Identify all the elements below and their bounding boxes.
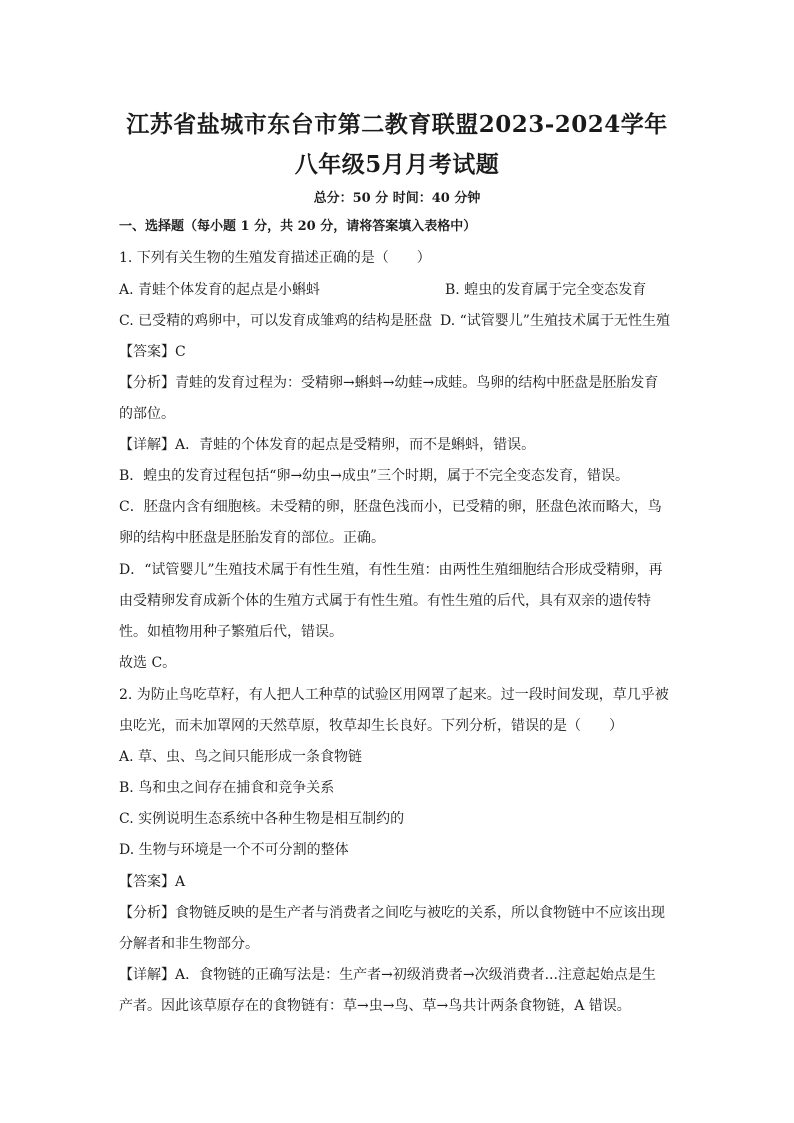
q2-stem-cont: 虫吃光，而未加罩网的天然草原，牧草却生长良好。下列分析，错误的是（ ） [119,718,623,734]
score-time: 总分：50 分 时间：40 分钟 [313,191,481,206]
q1-option-c: C. 已受精的鸡卵中，可以发育成雏鸡的结构是胚盘 [119,313,433,329]
q1-detail: D．“试管婴儿”生殖技术属于有性生殖，有性生殖：由两性生殖细胞结合形成受精卵，再 [119,562,663,578]
q2-detail: 产者。因此该草原存在的食物链有：草→虫→鸟、草→鸟共计两条食物链，A 错误。 [119,998,631,1014]
q2-answer: 【答案】A [119,874,186,890]
q1-detail: 卵的结构中胚盘是胚胎发育的部位。正确。 [119,530,385,546]
q2-analysis: 【分析】食物链反映的是生产者与消费者之间吃与被吃的关系，所以食物链中不应该出现 [119,905,665,921]
q2-analysis-cont: 分解者和非生物部分。 [119,936,259,952]
q2-option-b: B. 鸟和虫之间存在捕食和竞争关系 [119,780,335,796]
q1-stem: 1. 下列有关生物的生殖发育描述正确的是（ ） [119,250,431,266]
q2-stem: 2. 为防止鸟吃草籽，有人把人工种草的试验区用网罩了起来。过一段时间发现，草几乎被 [119,687,669,703]
q1-conclusion: 故选 C。 [119,655,177,671]
section-heading: 一、选择题（每小题 1 分，共 20 分，请将答案填入表格中） [119,219,477,234]
page-title: 江苏省盐城市东台市第二教育联盟2023-2024学年 [126,111,668,138]
q2-option-c: C. 实例说明生态系统中各种生物是相互制约的 [119,811,405,827]
q2-detail: 【详解】A．食物链的正确写法是：生产者→初级消费者→次级消费者...注意起始点是生 [119,967,656,983]
q1-detail: 【详解】A．青蛙的个体发育的起点是受精卵，而不是蝌蚪，错误。 [119,437,536,453]
q1-answer: 【答案】C [119,344,186,360]
q1-option-b: B. 蝗虫的发育属于完全变态发育 [445,282,647,298]
q2-option-d: D. 生物与环境是一个不可分割的整体 [119,842,349,858]
q1-detail: B．蝗虫的发育过程包括“卵→幼虫→成虫”三个时期，属于不完全变态发育，错误。 [119,468,630,484]
q2-option-a: A. 草、虫、鸟之间只能形成一条食物链 [119,749,363,765]
q1-detail: C．胚盘内含有细胞核。未受精的卵，胚盘色浅而小，已受精的卵，胚盘色浓而略大，鸟 [119,499,662,515]
q1-analysis: 【分析】青蛙的发育过程为：受精卵→蝌蚪→幼蛙→成蛙。鸟卵的结构中胚盘是胚胎发育 [119,375,659,391]
q1-detail: 性。如植物用种子繁殖后代，错误。 [119,624,343,640]
q1-option-a: A. 青蛙个体发育的起点是小蝌蚪 [119,282,321,298]
q1-option-d: D. “试管婴儿”生殖技术属于无性生殖 [440,313,670,329]
q1-detail: 由受精卵发育成新个体的生殖方式属于有性生殖。有性生殖的后代，具有双亲的遗传特 [119,593,651,609]
q1-analysis-cont: 的部位。 [119,406,175,422]
page-subtitle: 八年级5月月考试题 [294,151,500,178]
